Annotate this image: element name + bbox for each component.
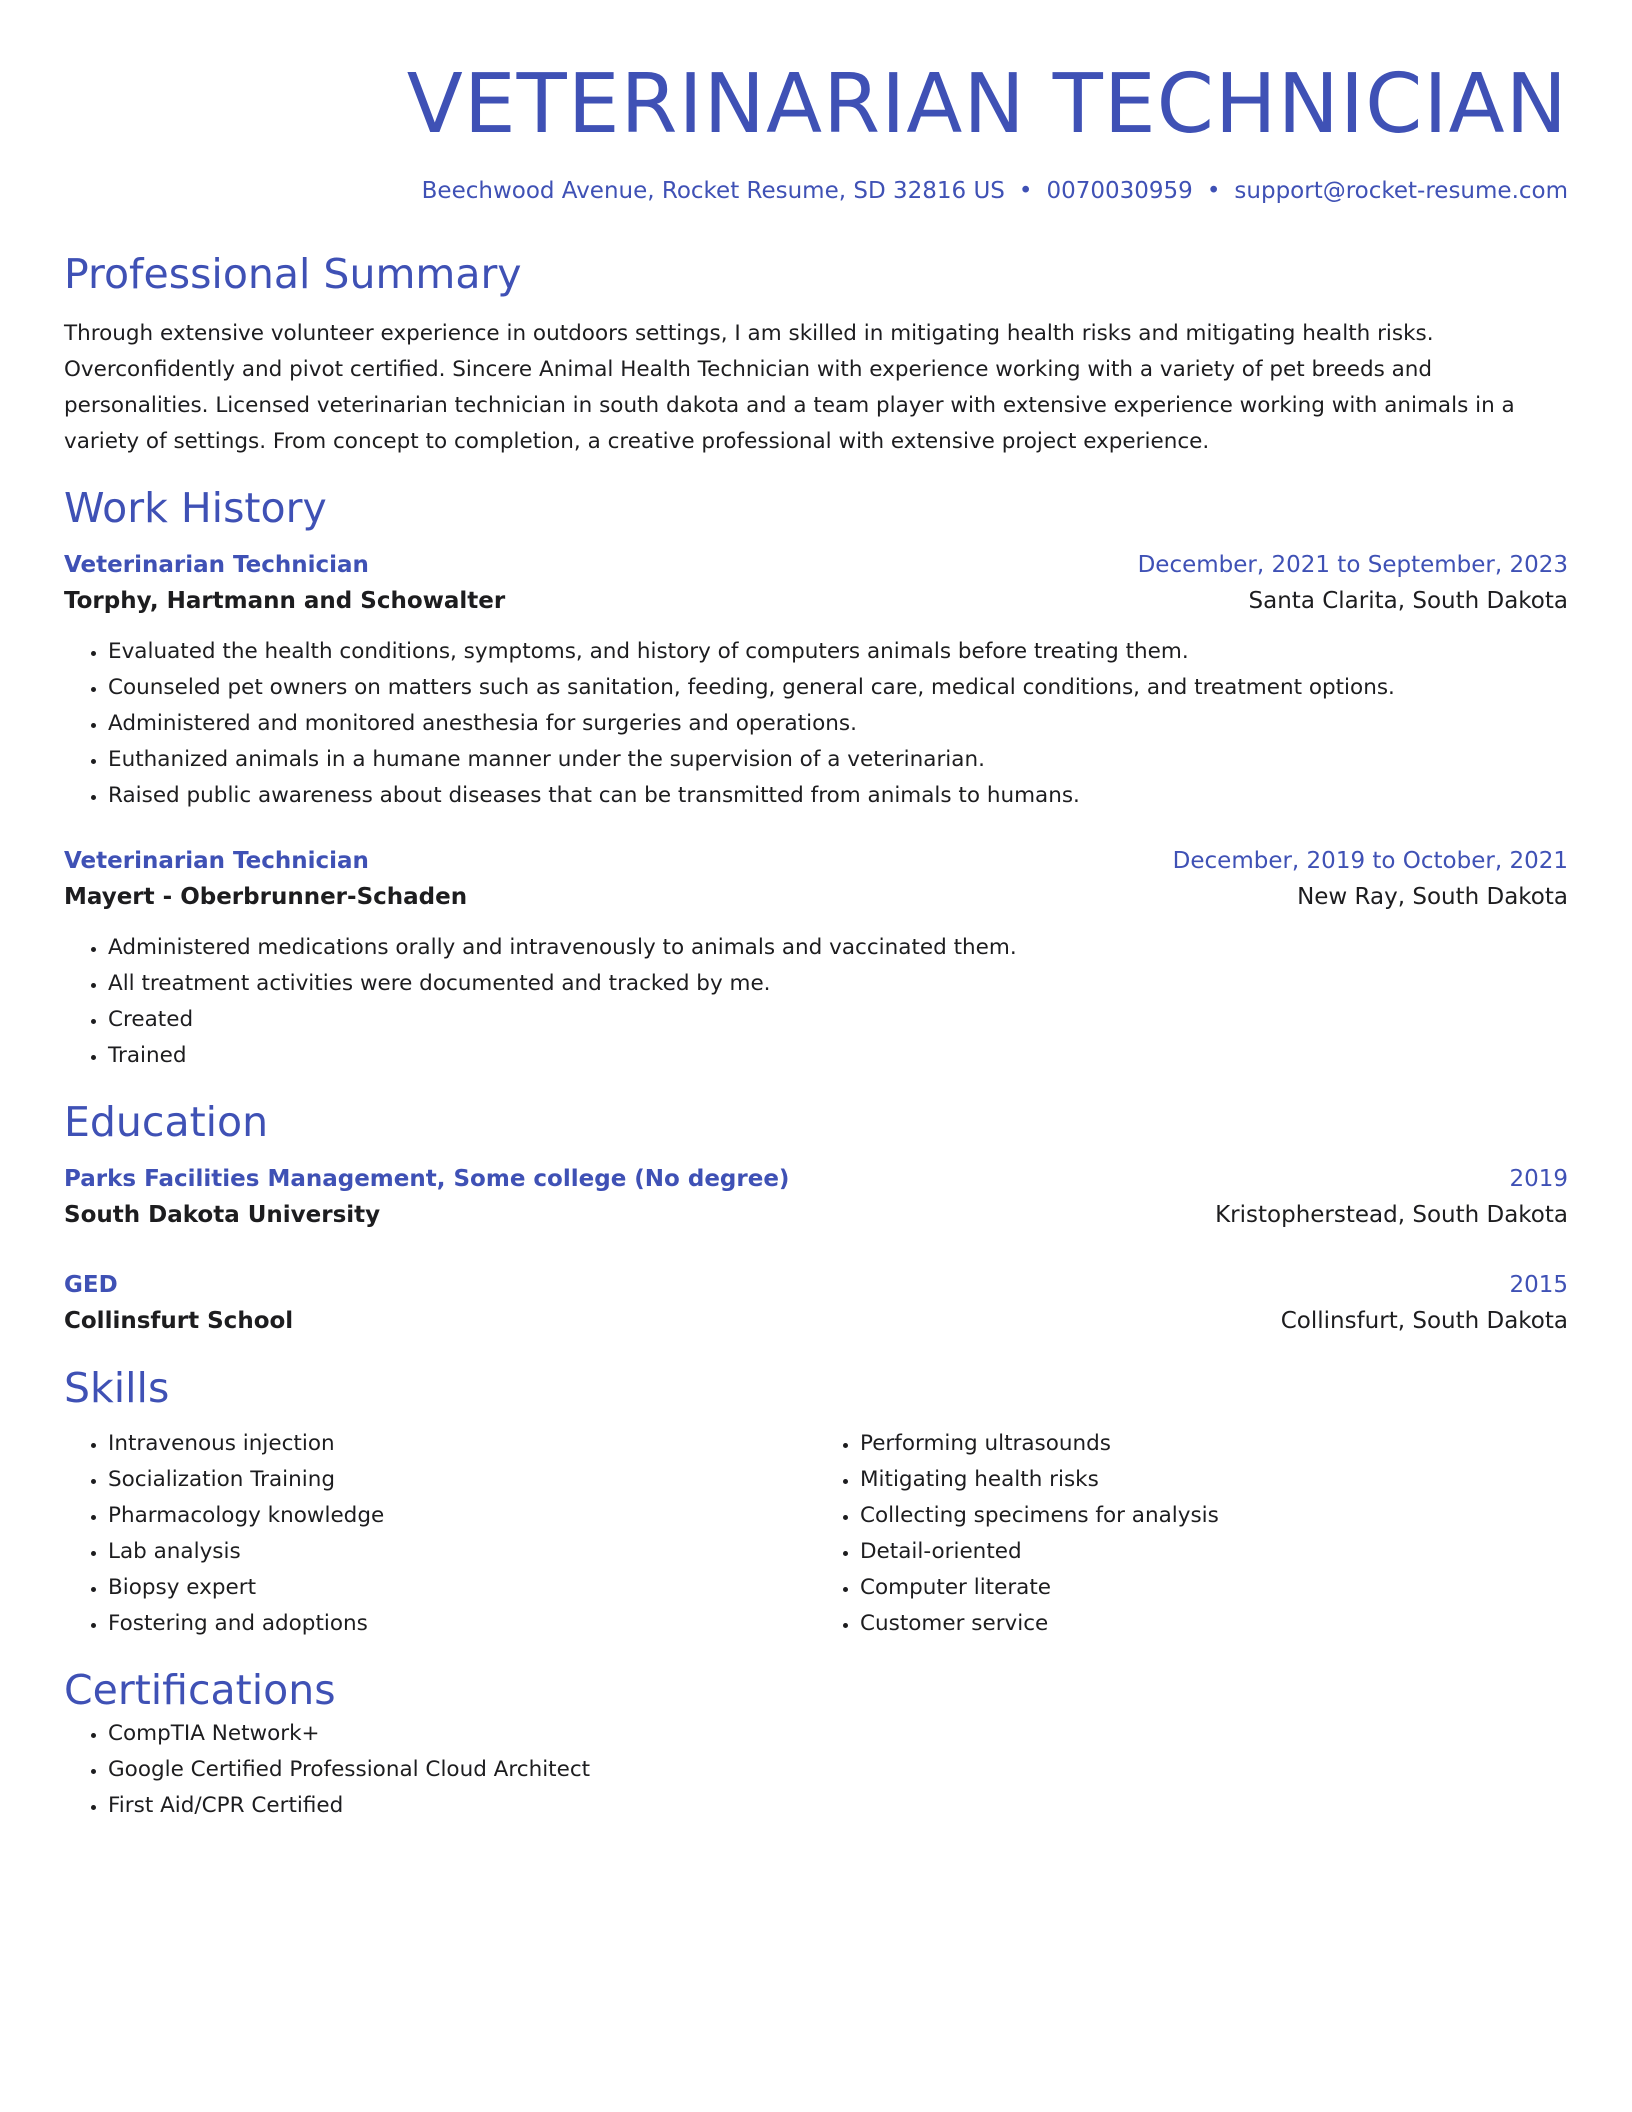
skill-item: • Socialization Training: [108, 1462, 816, 1498]
skill-item: • Pharmacology knowledge: [108, 1498, 816, 1534]
resume-name: VETERINARIAN TECHNICIAN: [406, 57, 1568, 152]
job-entry: [64, 844, 1568, 1074]
certifications-list: [64, 1716, 1568, 1824]
job-duty: • Trained: [108, 1038, 1568, 1074]
education-school: Collinsfurt School: [64, 1308, 294, 1334]
skill-item: • Detail-oriented: [860, 1534, 1568, 1570]
skill-item: • Computer literate: [860, 1570, 1568, 1606]
education-year: 2019: [1509, 1166, 1568, 1192]
skill-item: • Lab analysis: [108, 1534, 816, 1570]
job-duties: [64, 634, 1568, 814]
job-duty: • Administered medications orally and intravenously to animals and vaccinated them.: [108, 930, 1568, 966]
skill-item: • Fostering and adoptions: [108, 1606, 816, 1642]
job-employer: Mayert - Oberbrunner-Schaden: [64, 884, 468, 910]
skill-item: • Mitigating health risks: [860, 1462, 1568, 1498]
skill-item: • Customer service: [860, 1606, 1568, 1642]
job-duty: • All treatment activities were documented and tracked by me.: [108, 966, 1568, 1002]
contact-separator: •: [1206, 178, 1221, 204]
contact-separator: •: [1018, 178, 1033, 204]
contact-phone: 0070030959: [1046, 178, 1193, 204]
education-heading: Education: [64, 1098, 269, 1146]
education-year: 2015: [1509, 1272, 1568, 1298]
job-duties: [64, 930, 1568, 1074]
skills-column-right: [816, 1426, 1568, 1642]
job-dates: December, 2021 to September, 2023: [1137, 552, 1568, 578]
certifications-heading: Certifications: [64, 1666, 336, 1714]
job-duty: • Euthanized animals in a humane manner under the supervision of a veterinarian.: [108, 742, 1568, 778]
skills-column-left: [64, 1426, 816, 1642]
skills-heading: Skills: [64, 1364, 170, 1412]
education-entry: [64, 1268, 1568, 1340]
education-location: Kristopherstead, South Dakota: [1215, 1202, 1568, 1228]
job-entry: [64, 548, 1568, 814]
skill-item: • Collecting specimens for analysis: [860, 1498, 1568, 1534]
contact-line: [64, 176, 1568, 206]
job-title: Veterinarian Technician: [64, 552, 369, 578]
skills-list: [64, 1426, 1568, 1642]
education-degree: Parks Facilities Management, Some college (No degree): [64, 1166, 790, 1192]
job-duty: • Raised public awareness about diseases that can be transmitted from animals to humans.: [108, 778, 1568, 814]
skill-item: • Performing ultrasounds: [860, 1426, 1568, 1462]
job-location: Santa Clarita, South Dakota: [1248, 588, 1568, 614]
education-entry: [64, 1162, 1568, 1234]
summary-heading: Professional Summary: [64, 250, 522, 298]
work-history-heading: Work History: [64, 484, 327, 532]
education-location: Collinsfurt, South Dakota: [1280, 1308, 1568, 1334]
contact-address: Beechwood Avenue, Rocket Resume, SD 32816 US: [421, 178, 1005, 204]
job-employer: Torphy, Hartmann and Schowalter: [64, 588, 506, 614]
skill-item: • Intravenous injection: [108, 1426, 816, 1462]
job-duty: • Created: [108, 1002, 1568, 1038]
job-location: New Ray, South Dakota: [1297, 884, 1568, 910]
certification-item: • Google Certified Professional Cloud Architect: [108, 1752, 1568, 1788]
certification-item: • CompTIA Network+: [108, 1716, 1568, 1752]
education-school: South Dakota University: [64, 1202, 381, 1228]
job-duty: • Counseled pet owners on matters such as sanitation, feeding, general care, medical conditions, and treatment options.: [108, 670, 1568, 706]
education-degree: GED: [64, 1272, 118, 1298]
job-duty: • Administered and monitored anesthesia for surgeries and operations.: [108, 706, 1568, 742]
job-dates: December, 2019 to October, 2021: [1172, 848, 1568, 874]
job-title: Veterinarian Technician: [64, 848, 369, 874]
skill-item: • Biopsy expert: [108, 1570, 816, 1606]
summary-text: Through extensive volunteer experience in outdoors settings, I am skilled in mitigating health risks and mitigating health risks. Overconfidently and pivot certified. Sincere Animal Health Technician with experience working with a variety of pet breeds and personalities. Licensed veterinarian technician in south dakota and a team player with extensive experience working with animals in a variety of settings. From concept to completion, a creative professional with extensive project experience.: [64, 321, 1515, 454]
contact-email: support@rocket-resume.com: [1234, 178, 1568, 204]
job-duty: • Evaluated the health conditions, symptoms, and history of computers animals before treating them.: [108, 634, 1568, 670]
certification-item: • First Aid/CPR Certified: [108, 1788, 1568, 1824]
